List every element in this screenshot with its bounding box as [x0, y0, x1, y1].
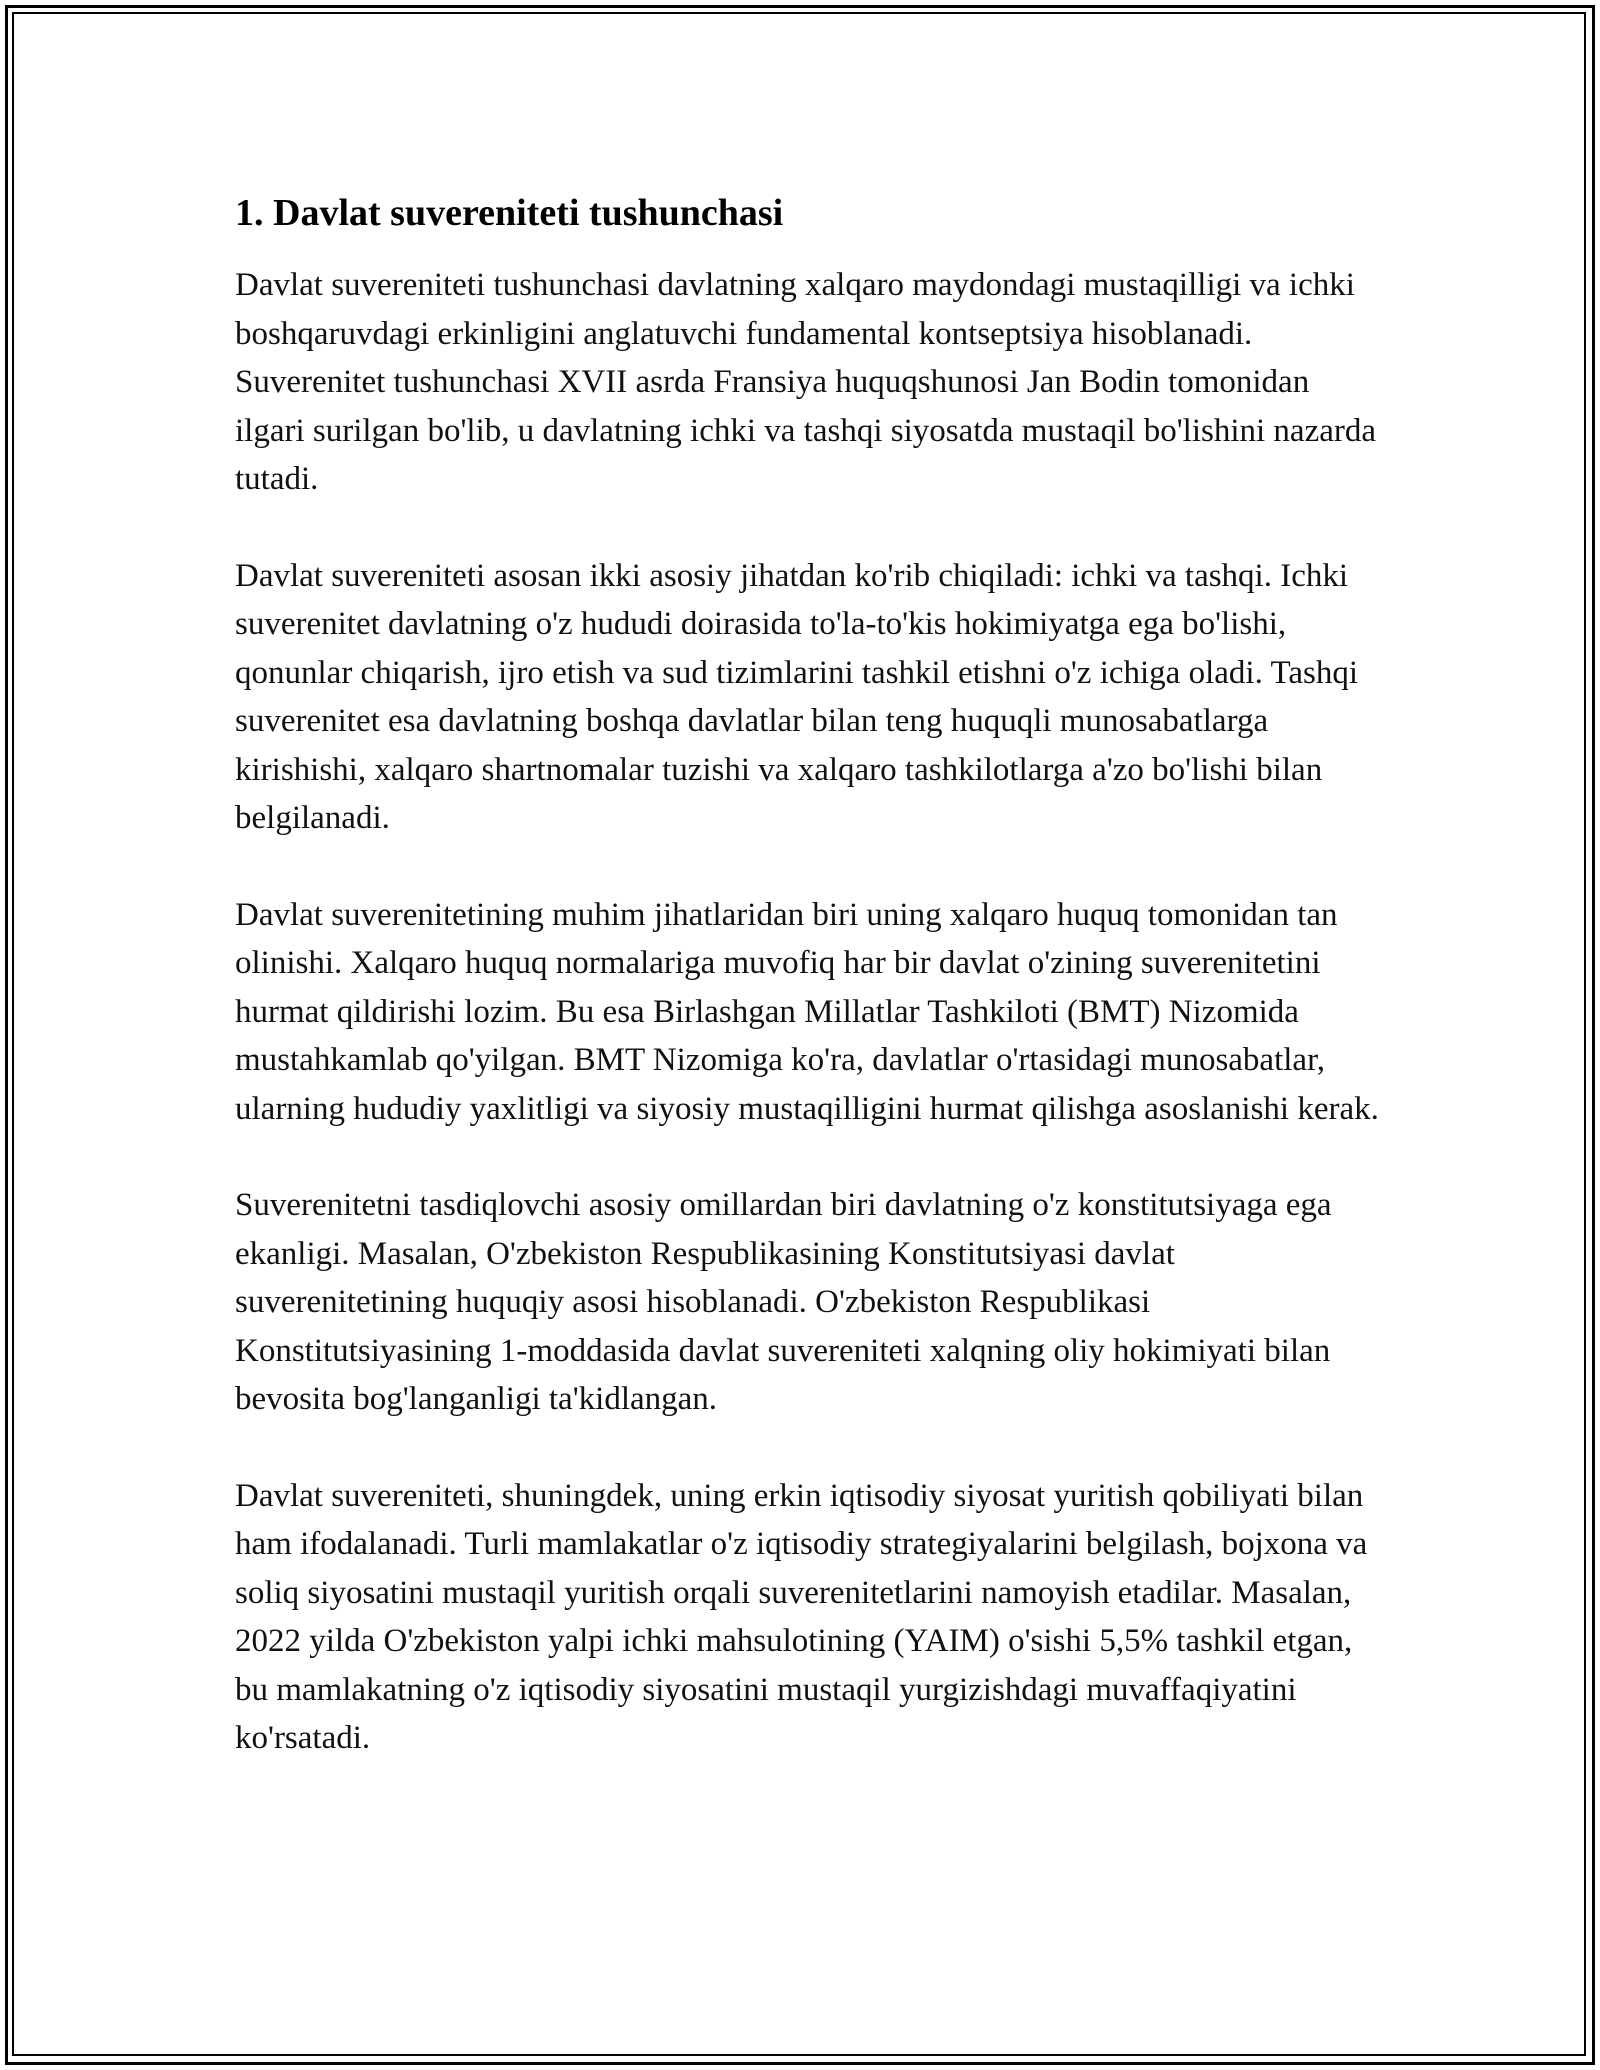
paragraph-1: Davlat suvereniteti tushunchasi davlatning xalqaro maydondagi mustaqilligi va ichki boshqaruvdagi erkinligini anglatuvchi fundamental kontseptsiya hisoblanadi. Suverenitet tushunchasi XVII asrda Fransiya huquqshunosi Jan Bodin tomonidan ilgari surilgan bo'lib, u davlatning ichki va tashqi siyosatda mustaqil bo'lishini nazarda tutadi. — [235, 267, 1377, 497]
paragraph-3: Davlat suverenitetining muhim jihatlaridan biri uning xalqaro huquq tomonidan tan olinishi. Xalqaro huquq normalariga muvofiq har bir davlat o'zining suverenitetini hurmat qildirishi lozim. Bu esa Birlashgan Millatlar Tashkiloti (BMT) Nizomida mustahkamlab qo'yilgan. BMT Nizomiga ko'ra, davlatlar o'rtasidagi munosabatlar, ularning hududiy yaxlitligi va siyosiy mustaqilligini hurmat qilishga asoslanishi kerak. — [235, 896, 1379, 1127]
paragraph-4: Suverenitetni tasdiqlovchi asosiy omillardan biri davlatning o'z konstitutsiyaga ega ekanligi. Masalan, O'zbekiston Respublikasining Konstitutsiyasi davlat suverenitetining huquqiy asosi hisoblanadi. O'zbekiston Respublikasi Konstitutsiyasining 1-moddasida davlat suvereniteti xalqning oliy hokimiyati bilan bevosita bog'langanligi ta'kidlangan. — [235, 1187, 1332, 1417]
document-body — [235, 185, 1380, 1811]
paragraph-2: Davlat suvereniteti asosan ikki asosiy jihatdan ko'rib chiqiladi: ichki va tashqi. Ichki suverenitet davlatning o'z hududi doirasida to'la-to'kis hokimiyatga ega bo'lishi, qonunlar chiqarish, ijro etish va sud tizimlarini tashkil etishni o'z ichiga oladi. Tashqi suverenitet esa davlatning boshqa davlatlar bilan teng huquqli munosabatlarga kirishishi, xalqaro shartnomalar tuzishi va xalqaro tashkilotlarga a'zo bo'lishi bilan belgilanadi. — [235, 557, 1358, 836]
paragraph-5: Davlat suvereniteti, shuningdek, uning erkin iqtisodiy siyosat yuritish qobiliyati bilan ham ifodalanadi. Turli mamlakatlar o'z iqtisodiy strategiyalarini belgilash, bojxona va soliq siyosatini mustaqil yuritish orqali suverenitetlarini namoyish etadilar. Masalan, 2022 yilda O'zbekiston yalpi ichki mahsulotining (YAIM) o'sishi 5,5% tashkil etgan, bu mamlakatning o'z iqtisodiy siyosatini mustaqil yurgizishdagi muvaffaqiyatini ko'rsatadi. — [235, 1477, 1368, 1756]
section-heading: 1. Davlat suvereniteti tushunchasi — [235, 192, 784, 234]
